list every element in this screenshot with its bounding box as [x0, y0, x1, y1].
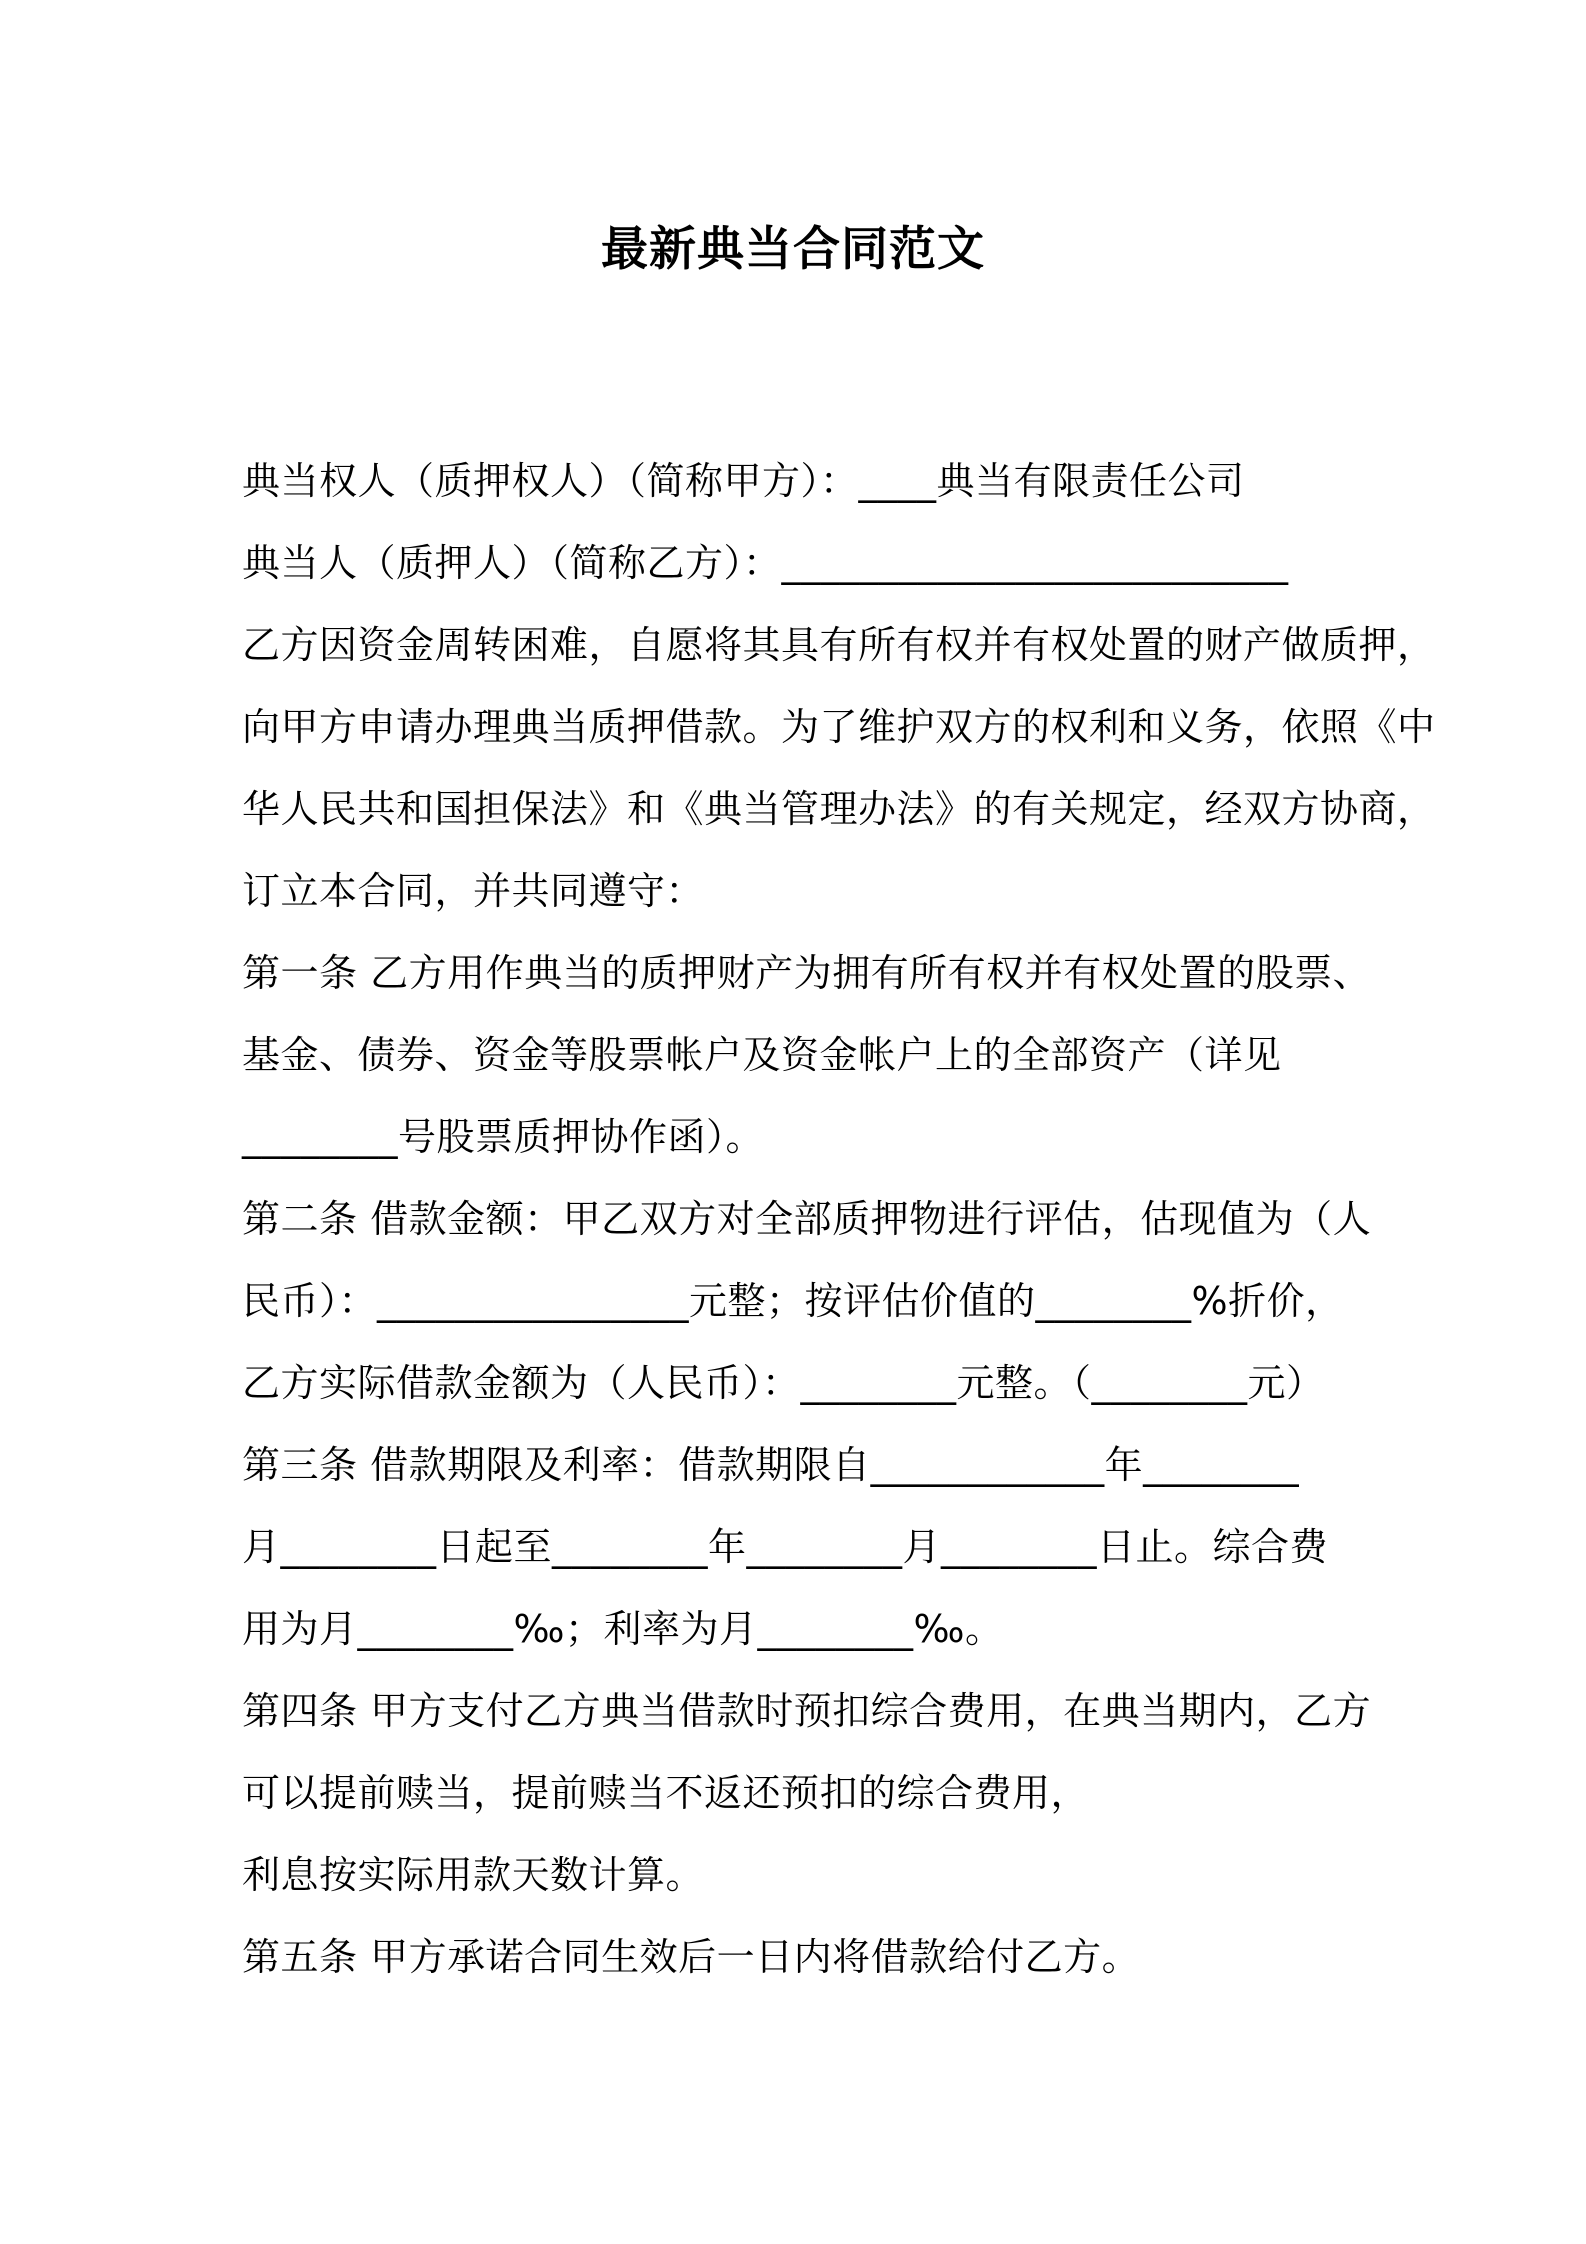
document-title: 最新典当合同范文	[601, 222, 985, 277]
text-line: 基金、债券、资金等股票帐户及资金帐户上的全部资产（详见	[242, 1033, 1282, 1077]
text-line: 第三条 借款期限及利率：借款期限自____________年________	[242, 1443, 1300, 1487]
text-line: 乙方因资金周转困难，自愿将其具有所有权并有权处置的财产做质押，	[242, 623, 1436, 667]
text-line: 典当人（质押人）（简称乙方）：__________________________	[242, 541, 1289, 585]
text-line: 乙方实际借款金额为（人民币）：________元整。（________元）	[242, 1361, 1325, 1405]
text-line: 利息按实际用款天数计算。	[242, 1853, 705, 1897]
text-line: 第五条 甲方承诺合同生效后一日内将借款给付乙方。	[242, 1935, 1141, 1979]
text-line: ________号股票质押协作函）。	[242, 1115, 765, 1159]
document-body	[242, 440, 1436, 1998]
text-line: 第一条 乙方用作典当的质押财产为拥有所有权并有权处置的股票、	[242, 951, 1372, 995]
text-line: 典当权人（质押权人）（简称甲方）：____典当有限责任公司	[242, 459, 1245, 503]
text-line: 可以提前赎当，提前赎当不返还预扣的综合费用，	[242, 1771, 1090, 1815]
text-line: 第二条 借款金额：甲乙双方对全部质押物进行评估，估现值为（人	[242, 1197, 1372, 1241]
text-line: 用为月________‰；利率为月________‰。	[242, 1607, 1004, 1651]
text-line: 第四条 甲方支付乙方典当借款时预扣综合费用，在典当期内，乙方	[242, 1689, 1372, 1733]
text-line: 向甲方申请办理典当质押借款。为了维护双方的权利和义务，依照《中	[242, 705, 1436, 749]
text-line: 华人民共和国担保法》和《典当管理办法》的有关规定，经双方协商，	[242, 787, 1436, 831]
text-line: 月________日起至________年________月________日止。综合费	[242, 1525, 1329, 1569]
text-line: 订立本合同，并共同遵守：	[242, 869, 705, 913]
text-line: 民币）：________________元整；按评估价值的________%折价，	[242, 1279, 1344, 1323]
